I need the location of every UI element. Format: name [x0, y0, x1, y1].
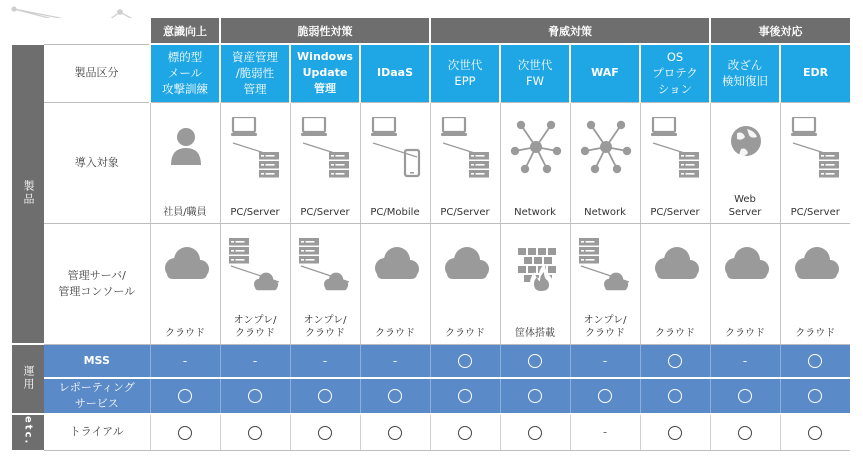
cloud-icon — [781, 238, 851, 304]
pc-server-icon — [781, 117, 851, 183]
reporting-cell — [570, 378, 640, 414]
product-header: 標的型 メール 攻撃訓練 — [150, 44, 220, 102]
reporting-row — [12, 378, 850, 414]
available-circle-icon — [318, 389, 332, 403]
mss-cell — [640, 344, 710, 378]
available-circle-icon — [528, 389, 542, 403]
reporting-cell — [360, 378, 430, 414]
target-cell — [640, 102, 710, 223]
product-header: 次世代 EPP — [430, 44, 500, 102]
cell-caption: クラウド — [165, 327, 205, 339]
mss-cell — [710, 344, 780, 378]
unavailable-dash: - — [742, 353, 748, 368]
available-circle-icon — [458, 354, 472, 368]
product-header: IDaaS — [360, 44, 430, 102]
console-cell — [150, 223, 220, 344]
console-cell — [500, 223, 570, 344]
mss-cell — [290, 344, 360, 378]
reporting-cell — [430, 378, 500, 414]
mss-cell — [500, 344, 570, 378]
cloud-icon — [641, 238, 710, 304]
unavailable-dash: - — [252, 353, 258, 368]
row-label-console: 管理サーバ/ 管理コンソール — [44, 223, 150, 344]
cloud-icon — [431, 238, 500, 304]
cell-caption: PC/Server — [650, 206, 700, 218]
target-cell — [780, 102, 850, 223]
unavailable-dash: - — [602, 425, 608, 440]
trial-row — [12, 414, 850, 450]
firewall-icon — [501, 238, 570, 304]
available-circle-icon — [738, 389, 752, 403]
available-circle-icon — [808, 389, 822, 403]
target-row — [12, 102, 850, 223]
category-vulnerability: 脆弱性対策 — [220, 18, 430, 44]
trial-cell — [710, 414, 780, 450]
mss-row — [12, 344, 850, 378]
category-header-row — [12, 18, 850, 44]
trial-cell — [360, 414, 430, 450]
trial-cell — [780, 414, 850, 450]
unavailable-dash: - — [602, 353, 608, 368]
cell-caption: PC/Server — [440, 206, 490, 218]
product-header: 改ざん 検知復旧 — [710, 44, 780, 102]
cell-caption: PC/Server — [790, 206, 840, 218]
cell-caption: クラウド — [655, 327, 695, 339]
row-label-target: 導入対象 — [44, 102, 150, 223]
reporting-cell — [780, 378, 850, 414]
trial-cell — [500, 414, 570, 450]
cloud-icon — [361, 238, 430, 304]
cell-caption: PC/Server — [300, 206, 350, 218]
available-circle-icon — [178, 426, 192, 440]
cell-caption: オンプレ/ クラウド — [583, 314, 627, 339]
cell-caption: PC/Mobile — [370, 206, 420, 218]
sidebar-product: 製品 — [12, 44, 44, 344]
console-cell — [220, 223, 290, 344]
sidebar-etc: etc. — [12, 414, 44, 450]
target-cell — [710, 102, 780, 223]
cell-caption: オンプレ/ クラウド — [233, 314, 277, 339]
trial-cell — [430, 414, 500, 450]
mss-cell — [430, 344, 500, 378]
sidebar-operation: 運用 — [12, 344, 44, 414]
available-circle-icon — [668, 354, 682, 368]
row-label-reporting: レポーティング サービス — [44, 378, 150, 414]
server-cloud-icon — [221, 238, 290, 304]
cell-caption: オンプレ/ クラウド — [303, 314, 347, 339]
product-header: 資産管理 /脆弱性 管理 — [220, 44, 290, 102]
target-cell — [290, 102, 360, 223]
product-header: OS プロテク ション — [640, 44, 710, 102]
available-circle-icon — [738, 426, 752, 440]
mss-cell — [570, 344, 640, 378]
globe-server-icon — [711, 117, 780, 183]
pc-server-icon — [221, 117, 290, 183]
target-cell — [150, 102, 220, 223]
console-row — [12, 223, 850, 344]
cell-caption: クラウド — [445, 327, 485, 339]
product-matrix-table — [12, 18, 850, 451]
reporting-cell — [500, 378, 570, 414]
server-cloud-icon — [291, 238, 360, 304]
cell-caption: Web Server — [728, 193, 762, 218]
category-awareness: 意識向上 — [150, 18, 220, 44]
console-cell — [360, 223, 430, 344]
category-post-incident: 事後対応 — [710, 18, 850, 44]
trial-cell — [640, 414, 710, 450]
product-header: Windows Update 管理 — [290, 44, 360, 102]
category-threat: 脅威対策 — [430, 18, 710, 44]
trial-cell — [220, 414, 290, 450]
available-circle-icon — [668, 426, 682, 440]
cloud-icon — [711, 238, 780, 304]
mss-cell — [150, 344, 220, 378]
console-cell — [780, 223, 850, 344]
product-header: EDR — [780, 44, 850, 102]
product-header: 次世代 FW — [500, 44, 570, 102]
available-circle-icon — [178, 389, 192, 403]
row-label-mss: MSS — [44, 344, 150, 378]
console-cell — [710, 223, 780, 344]
product-header: WAF — [570, 44, 640, 102]
available-circle-icon — [388, 389, 402, 403]
cell-caption: クラウド — [375, 327, 415, 339]
available-circle-icon — [318, 426, 332, 440]
row-label-trial: トライアル — [44, 414, 150, 450]
cloud-icon — [151, 238, 220, 304]
cell-caption: 筐体搭載 — [515, 327, 555, 339]
row-label-product-category: 製品区分 — [44, 44, 150, 102]
person-icon — [151, 117, 220, 183]
unavailable-dash: - — [182, 353, 188, 368]
mss-cell — [360, 344, 430, 378]
reporting-cell — [640, 378, 710, 414]
available-circle-icon — [458, 389, 472, 403]
product-row — [12, 44, 850, 102]
target-cell — [570, 102, 640, 223]
console-cell — [290, 223, 360, 344]
console-cell — [430, 223, 500, 344]
reporting-cell — [290, 378, 360, 414]
server-cloud-icon — [571, 238, 640, 304]
trial-cell — [290, 414, 360, 450]
available-circle-icon — [808, 426, 822, 440]
network-icon — [501, 117, 570, 183]
console-cell — [640, 223, 710, 344]
available-circle-icon — [388, 426, 402, 440]
console-cell — [570, 223, 640, 344]
available-circle-icon — [458, 426, 472, 440]
available-circle-icon — [248, 426, 262, 440]
reporting-cell — [150, 378, 220, 414]
unavailable-dash: - — [392, 353, 398, 368]
cell-caption: クラウド — [725, 327, 765, 339]
trial-cell — [570, 414, 640, 450]
unavailable-dash: - — [322, 353, 328, 368]
pc-mobile-icon — [361, 117, 430, 183]
available-circle-icon — [528, 426, 542, 440]
available-circle-icon — [248, 389, 262, 403]
available-circle-icon — [598, 389, 612, 403]
mss-cell — [220, 344, 290, 378]
available-circle-icon — [528, 354, 542, 368]
cell-caption: 社員/職員 — [163, 206, 207, 218]
pc-server-icon — [291, 117, 360, 183]
available-circle-icon — [808, 354, 822, 368]
cell-caption: Network — [584, 206, 626, 218]
cell-caption: Network — [514, 206, 556, 218]
pc-server-icon — [431, 117, 500, 183]
trial-cell — [150, 414, 220, 450]
target-cell — [430, 102, 500, 223]
reporting-cell — [710, 378, 780, 414]
target-cell — [220, 102, 290, 223]
pc-server-icon — [641, 117, 710, 183]
target-cell — [500, 102, 570, 223]
reporting-cell — [220, 378, 290, 414]
target-cell — [360, 102, 430, 223]
cell-caption: PC/Server — [230, 206, 280, 218]
cell-caption: クラウド — [795, 327, 836, 339]
mss-cell — [780, 344, 850, 378]
available-circle-icon — [668, 389, 682, 403]
network-icon — [571, 117, 640, 183]
